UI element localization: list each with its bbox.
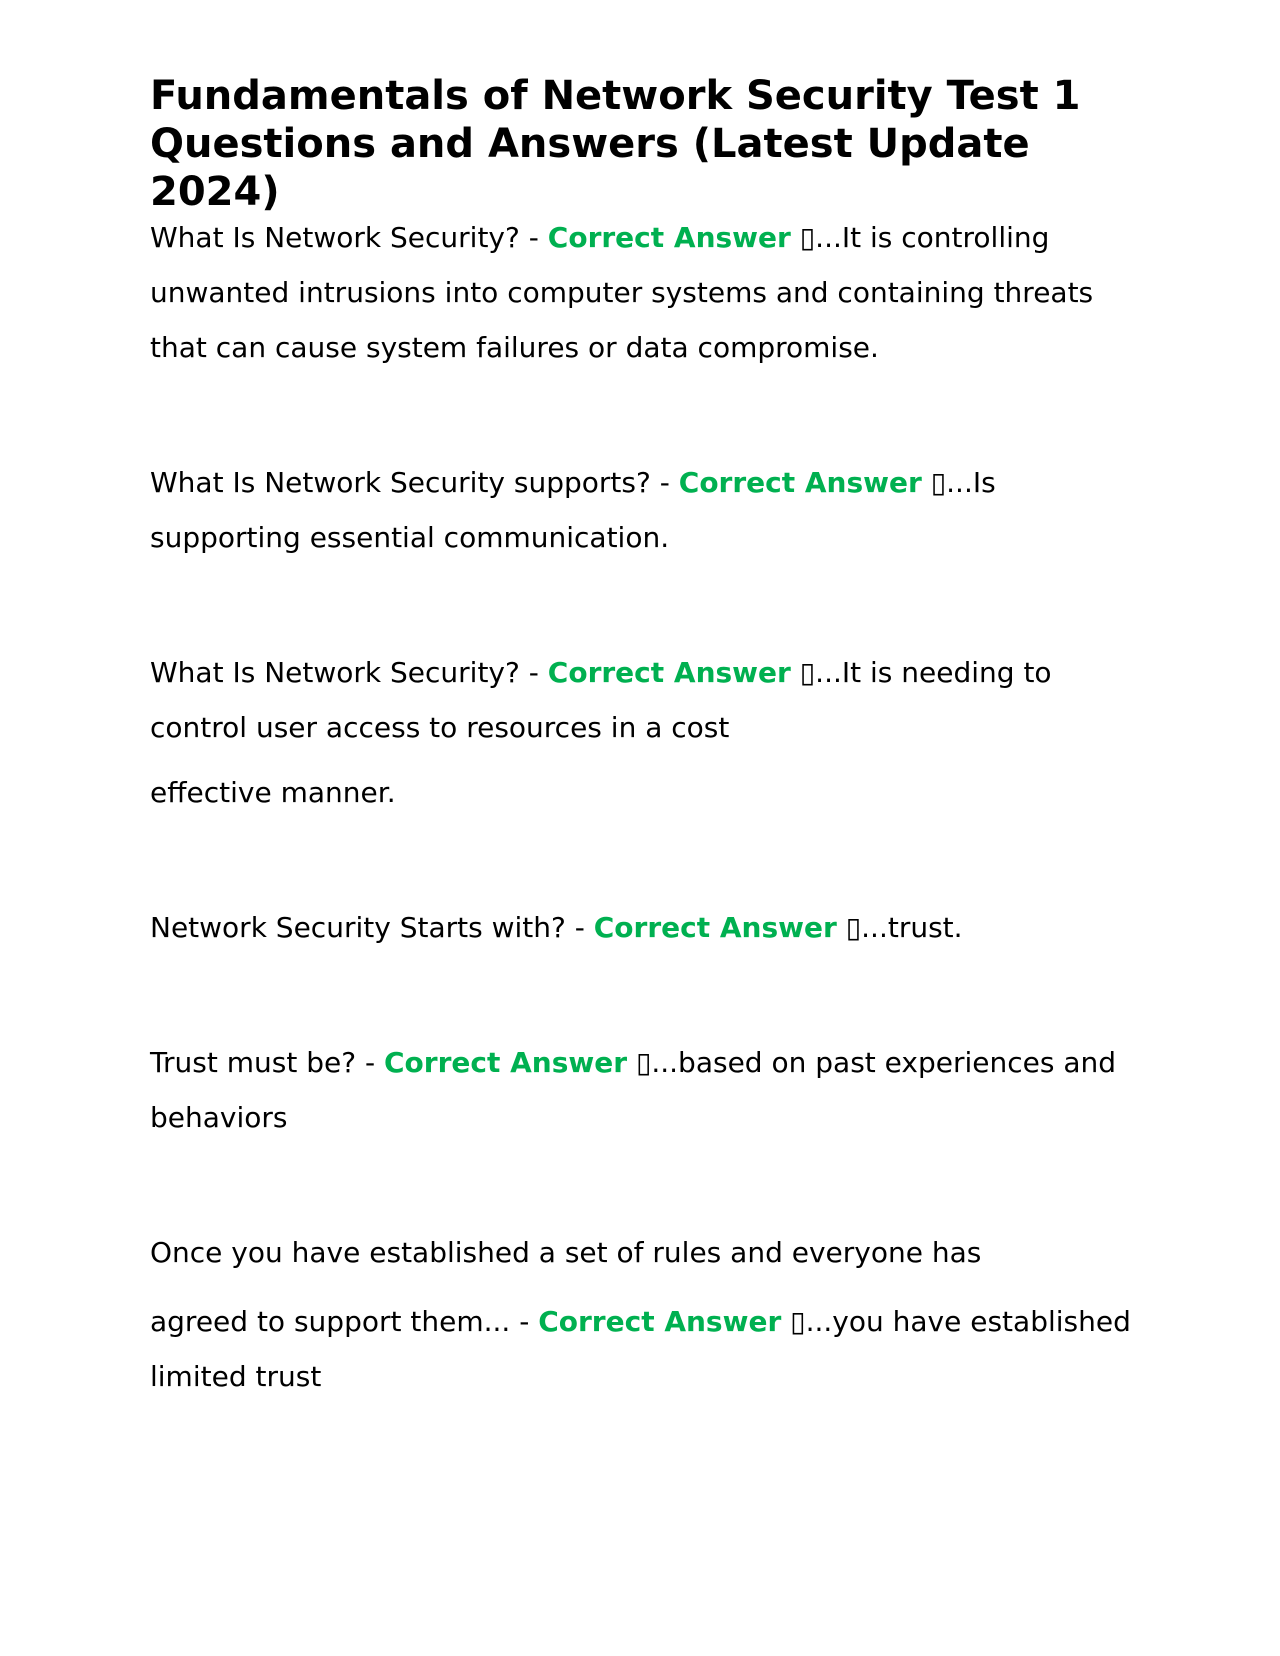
answer-text: ...based on past experiences and behaviors (150, 1046, 1117, 1134)
question-text: agreed to support them... - (150, 1305, 539, 1338)
question-text: What Is Network Security supports? - (150, 466, 679, 499)
question-text: What Is Network Security? - (150, 221, 548, 254)
answer-text: ...It is needing to control user access to resources in a cost (150, 656, 1052, 744)
answer-text: ...It is controlling unwanted intrusions into computer systems and containing threats that can cause system failures or data compromise. (150, 221, 1094, 364)
question-text: Trust must be? - (150, 1046, 384, 1079)
document-title: Fundamentals of Network Security Test 1 Questions and Answers (Latest Update 2024) (150, 73, 1081, 215)
arrow-icon: ▯ (799, 221, 816, 254)
correct-answer-label: Correct Answer (547, 656, 791, 689)
qa-item-5 (150, 1035, 1140, 1145)
correct-answer-label: Correct Answer (538, 1305, 782, 1338)
arrow-icon: ▯ (930, 466, 947, 499)
answer-text: ...Is supporting essential communication. (150, 466, 996, 554)
qa-item-3 (150, 645, 1140, 755)
arrow-icon: ▯ (799, 656, 816, 689)
qa-item-4 (150, 900, 1140, 955)
arrow-icon: ▯ (845, 911, 862, 944)
qa-item-6-question-line: Once you have established a set of rules and everyone has (150, 1236, 982, 1269)
answer-text: ...trust. (861, 911, 963, 944)
correct-answer-label: Correct Answer (547, 221, 791, 254)
correct-answer-label: Correct Answer (678, 466, 922, 499)
qa-item-2 (150, 455, 1140, 565)
correct-answer-label: Correct Answer (383, 1046, 628, 1079)
document-page (150, 72, 1140, 1404)
qa-item-3-continuation: effective manner. (150, 776, 396, 809)
qa-item-6 (150, 1294, 1140, 1404)
arrow-icon: ▯ (635, 1046, 652, 1079)
question-text: What Is Network Security? - (150, 656, 548, 689)
correct-answer-label: Correct Answer (593, 911, 837, 944)
answer-text: ...you have established limited trust (150, 1305, 1131, 1393)
qa-item-1 (150, 210, 1140, 375)
arrow-icon: ▯ (790, 1305, 806, 1338)
question-text: Network Security Starts with? - (150, 911, 594, 944)
